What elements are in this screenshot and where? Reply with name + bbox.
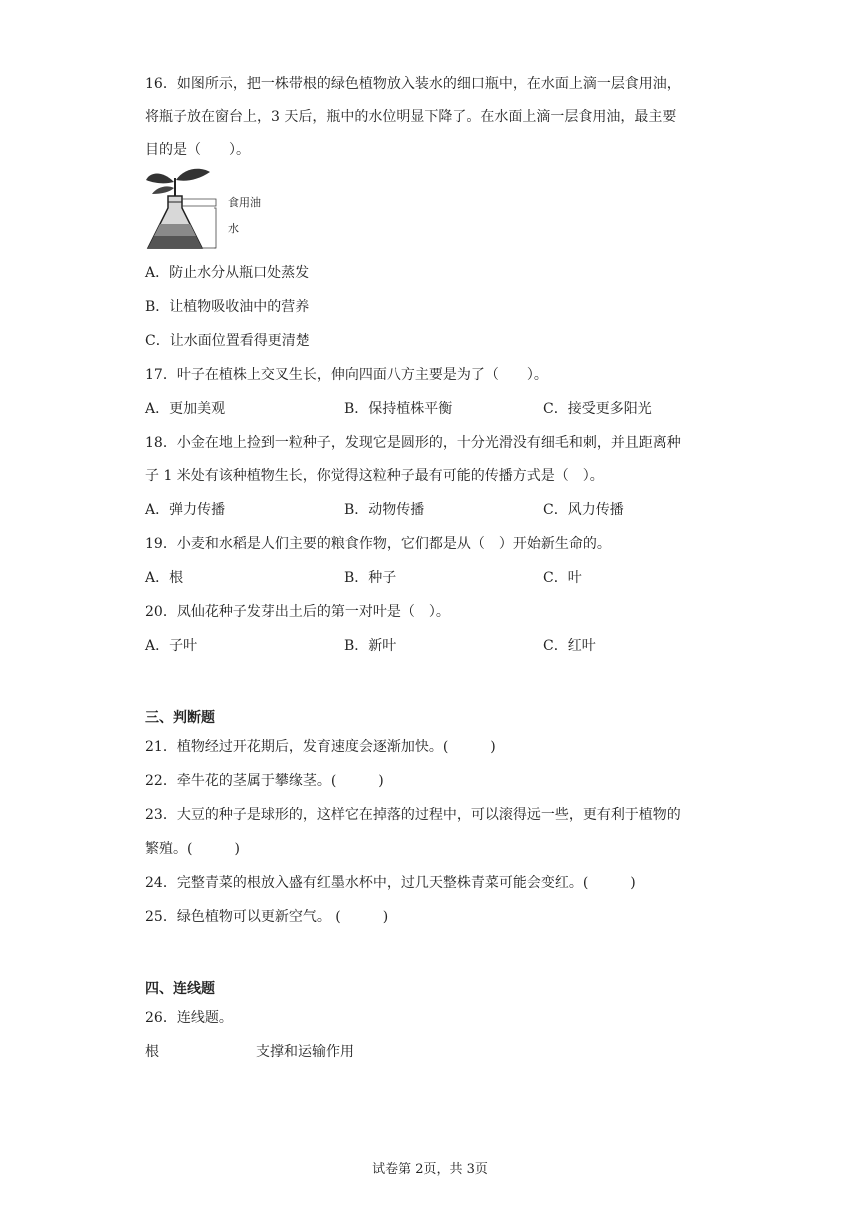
flask-plant-figure <box>144 166 274 256</box>
match-right-item: 支撑和运输作用 <box>256 1044 354 1060</box>
page-footer: 试卷第 2页，共 3页 <box>372 1162 488 1177</box>
q20-stem: 20．凤仙花种子发芽出土后的第一对叶是（ ）。 <box>145 604 450 620</box>
flask-plant-illustration <box>144 166 274 256</box>
section-3-heading: 三、判断题 <box>145 710 215 726</box>
q26-stem: 26．连线题。 <box>145 1010 233 1026</box>
q24-stem: 24．完整青菜的根放入盛有红墨水杯中，过几天整株青菜可能会变红。( ) <box>145 875 636 891</box>
q19-option-a: A．根 <box>145 570 184 586</box>
q17-option-b: B．保持植株平衡 <box>344 401 453 417</box>
q19-option-b: B．种子 <box>344 570 397 586</box>
oil-label: 食用油 <box>228 196 261 209</box>
q16-option-a: A．防止水分从瓶口处蒸发 <box>145 265 310 281</box>
q18-option-c: C．风力传播 <box>543 502 624 518</box>
match-left-item: 根 <box>145 1044 159 1060</box>
q17-option-a: A．更加美观 <box>145 401 226 417</box>
q16-option-b: B．让植物吸收油中的营养 <box>145 299 310 315</box>
q20-option-b: B．新叶 <box>344 638 397 654</box>
q25-stem: 25．绿色植物可以更新空气。 ( ) <box>145 909 389 925</box>
q23-stem-line1: 23．大豆的种子是球形的，这样它在掉落的过程中，可以滚得远一些，更有利于植物的 <box>145 807 681 823</box>
q22-stem: 22．牵牛花的茎属于攀缘茎。( ) <box>145 773 384 789</box>
q17-option-c: C．接受更多阳光 <box>543 401 652 417</box>
q16-option-c: C．让水面位置看得更清楚 <box>145 333 310 349</box>
q18-option-a: A．弹力传播 <box>145 502 226 518</box>
q21-stem: 21．植物经过开花期后，发育速度会逐渐加快。( ) <box>145 739 496 755</box>
q16-stem-line3: 目的是（ ）。 <box>145 142 250 158</box>
q16-stem-line1: 16．如图所示，把一株带根的绿色植物放入装水的细口瓶中，在水面上滴一层食用油， <box>145 76 681 92</box>
q19-option-c: C．叶 <box>543 570 582 586</box>
q23-stem-line2: 繁殖。( ) <box>145 841 240 857</box>
q18-stem-line1: 18．小金在地上捡到一粒种子，发现它是圆形的，十分光滑没有细毛和刺，并且距离种 <box>145 435 681 451</box>
section-4-heading: 四、连线题 <box>145 981 215 997</box>
water-label: 水 <box>228 222 239 235</box>
q20-option-c: C．红叶 <box>543 638 596 654</box>
q17-stem: 17．叶子在植株上交叉生长，伸向四面八方主要是为了（ ）。 <box>145 367 548 383</box>
q19-stem: 19．小麦和水稻是人们主要的粮食作物，它们都是从（ ）开始新生命的。 <box>145 536 611 552</box>
q16-stem-line2: 将瓶子放在窗台上，3 天后，瓶中的水位明显下降了。在水面上滴一层食用油，最主要 <box>145 109 677 125</box>
q20-option-a: A．子叶 <box>145 638 198 654</box>
q18-stem-line2: 子 1 米处有该种植物生长，你觉得这粒种子最有可能的传播方式是（ ）。 <box>145 468 604 484</box>
q18-option-b: B．动物传播 <box>344 502 425 518</box>
